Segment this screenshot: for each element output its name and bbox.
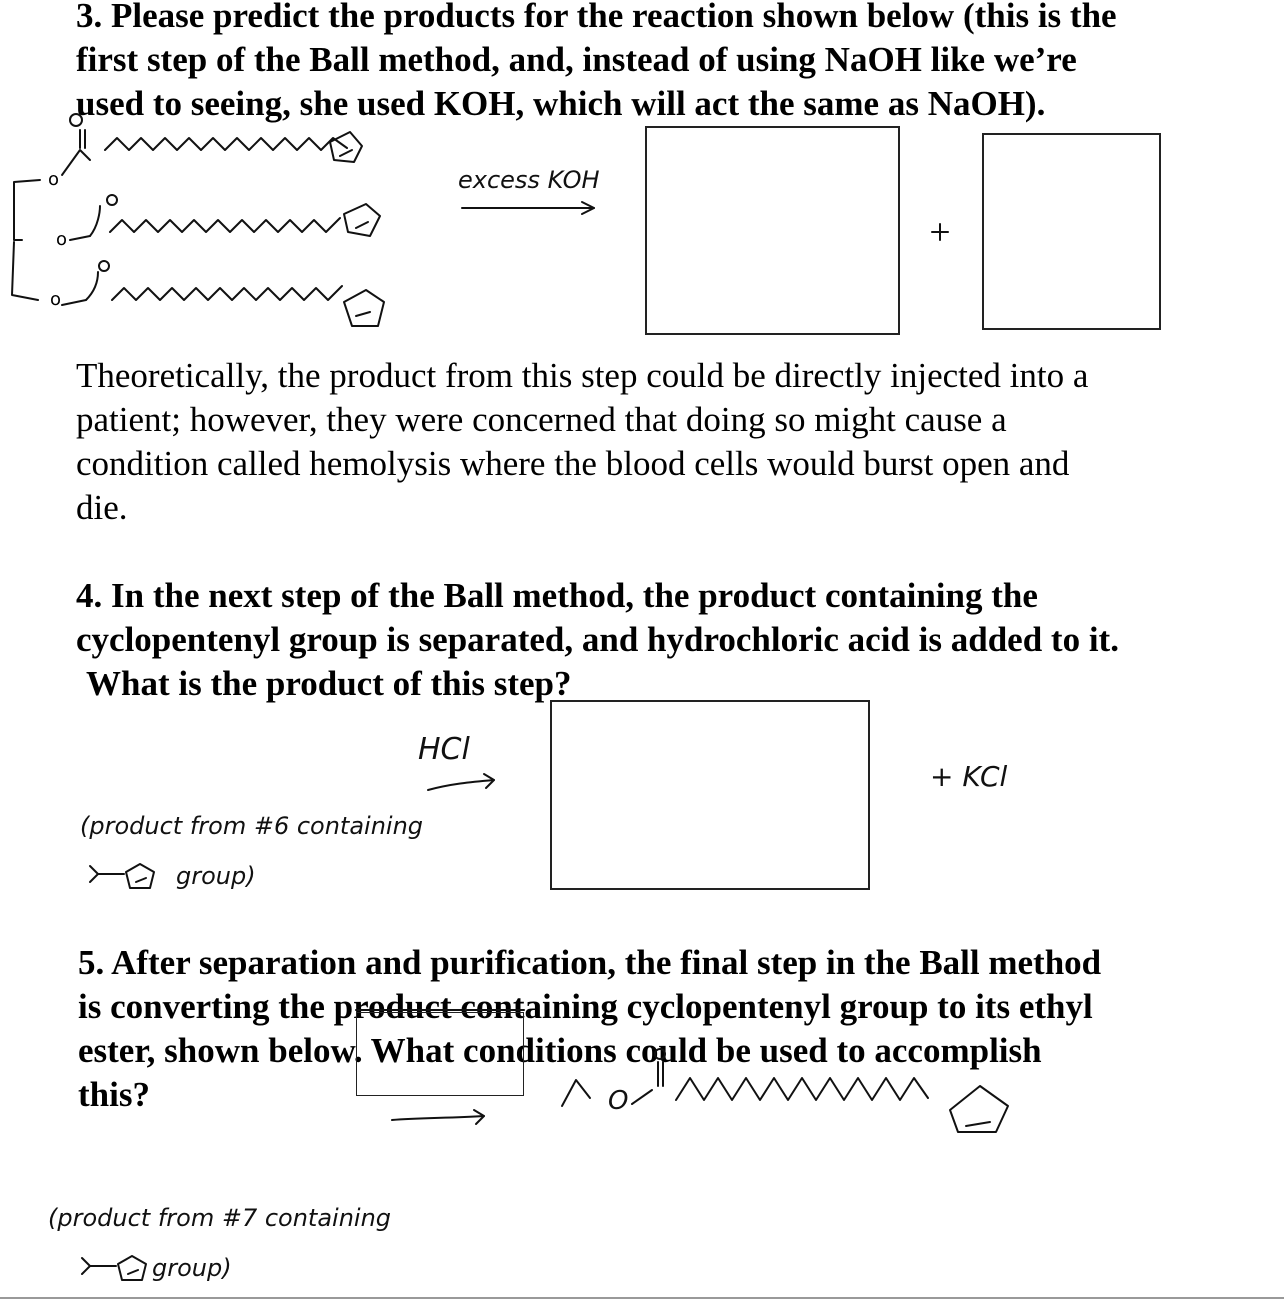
para-line-4: die. — [76, 488, 128, 527]
svg-text:o: o — [56, 229, 68, 250]
q5-start-note-line-1: (product from #7 containing — [48, 1204, 392, 1232]
para-line-2: patient; however, they were concerned that doing so might cause a — [76, 400, 1007, 439]
q5-line-1: 5. After separation and purification, the final step in the Ball method — [78, 943, 1102, 982]
q3-line-1: 3. Please predict the products for the reaction shown below (this is the — [76, 0, 1117, 35]
q5-line-4: this? — [78, 1075, 150, 1114]
excess-koh-label: excess KOH — [458, 166, 600, 194]
q4-line-3: What is the product of this step? — [86, 664, 572, 703]
hcl-label: HCl — [418, 732, 470, 767]
q5-line-2: is converting the product containing cyclopentenyl group to its ethyl — [78, 987, 1093, 1026]
para-line-3: condition called hemolysis where the blood cells would burst open and — [76, 444, 1070, 483]
q4-start-note-line-1: (product from #6 containing — [80, 812, 424, 840]
q4-line-2: cyclopentenyl group is separated, and hydrochloric acid is added to it. — [76, 620, 1119, 659]
q4-start-note-line-2: group) — [176, 862, 256, 890]
bottom-rule — [0, 1297, 1284, 1299]
q4-line-1: 4. In the next step of the Ball method, the product containing the — [76, 576, 1038, 615]
q5-line-3: ester, shown below. What conditions could be used to accomplish — [78, 1031, 1042, 1070]
kcl-label: + KCl — [930, 760, 1008, 793]
svg-text:o: o — [48, 169, 60, 190]
ester-o-label: O — [608, 1086, 629, 1116]
q5-start-note-line-2: group) — [152, 1254, 232, 1282]
para-line-1: Theoretically, the product from this step could be directly injected into a — [76, 356, 1089, 395]
svg-text:o: o — [50, 289, 62, 310]
q3-line-3: used to seeing, she used KOH, which will act the same as NaOH). — [76, 84, 1046, 123]
q3-line-2: first step of the Ball method, and, instead of using NaOH like we’re — [76, 40, 1077, 79]
